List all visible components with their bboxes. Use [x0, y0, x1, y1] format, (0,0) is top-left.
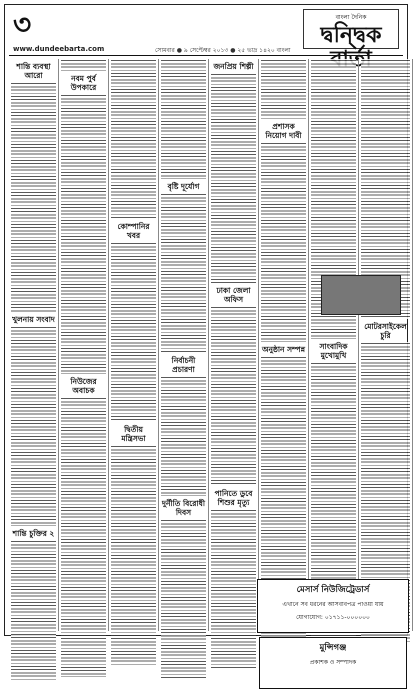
- article-text: [111, 59, 156, 219]
- ad-line: যোগাযোগ: ০১৭১১-০০০০০০: [296, 614, 370, 621]
- imprint-line: প্রকাশক ও সম্পাদক: [309, 659, 357, 666]
- column-7: [309, 59, 359, 631]
- column-headline: বৃষ্টি দূর্যোগ: [167, 182, 200, 191]
- column-headline: নবম পুর্ব উপকারে: [70, 74, 97, 92]
- column-4: [159, 59, 209, 631]
- column-headline: নির্বাচনী প্রচারণা: [171, 356, 196, 374]
- article-text: [161, 519, 206, 679]
- imprint-title: মুন্সিগঞ্জ: [319, 643, 347, 653]
- column-headline: দুর্নীতি বিরোধী দিবস: [162, 499, 205, 517]
- column-5: [209, 59, 259, 631]
- column-2: [59, 59, 109, 631]
- article-text: [11, 540, 56, 680]
- column-1: [9, 59, 59, 631]
- column-6: [259, 59, 309, 631]
- column-headline: শান্তি ব্যবস্থা আরো: [16, 62, 51, 80]
- website-label[interactable]: www.dundeebarta.com: [13, 45, 105, 53]
- article-text: [261, 59, 306, 119]
- column-3: [109, 59, 159, 631]
- newspaper-page: [4, 4, 408, 666]
- dateline: সোমবার ● ৯ সেপ্টেম্বর ২০১৩ ● ২৫ ভাদ্র ১৪২০ বাংলা: [155, 47, 291, 54]
- article-text: [211, 306, 256, 486]
- article-text: [161, 193, 206, 353]
- column-headline: খুলনায় সংবাদ: [12, 315, 55, 324]
- column-headline: অনুষ্ঠান সম্পন্ন: [261, 345, 306, 354]
- article-text: [61, 397, 106, 677]
- article-text: [211, 73, 256, 283]
- column-headline: সাংবাদিক মুখোমুখি: [319, 342, 348, 360]
- article-text: [161, 59, 206, 179]
- article-text: [161, 376, 206, 496]
- news-photo: [321, 275, 401, 315]
- ad-line: এখানে সব ধরনের আসবাবপত্র পাওয়া যায়: [282, 601, 384, 608]
- masthead-rule: [9, 55, 403, 56]
- column-headline: কোম্পানির খবর: [117, 222, 150, 240]
- article-text: [111, 445, 156, 665]
- column-headline: জনপ্রিয় শিল্পী: [213, 62, 254, 71]
- imprint-box: [259, 637, 407, 689]
- page-number: ৩: [13, 8, 32, 41]
- article-text: [61, 94, 106, 374]
- advertisement: [257, 579, 409, 633]
- column-headline: দ্বিতীয় মন্ত্রিসভা: [121, 425, 146, 443]
- column-headline: মোটরসাইকেল চুরি: [364, 322, 407, 340]
- article-text: [261, 142, 306, 342]
- article-text: [111, 242, 156, 422]
- ad-title: মেসার্স নিউজিট্রেডার্স: [296, 585, 370, 595]
- column-headline: পানিতে ডুবে শিশুর মৃত্যু: [214, 489, 253, 507]
- logo-tagline: বাংলা দৈনিক: [335, 14, 367, 21]
- article-text: [11, 326, 56, 526]
- article-text: [11, 82, 56, 312]
- article-text: [211, 509, 256, 669]
- column-headline: প্রশাসক নিয়োগ দাবী: [265, 122, 302, 140]
- article-text: [61, 59, 106, 71]
- article-columns: [9, 59, 407, 666]
- column-headline: নিউজের অবাচক: [70, 377, 97, 395]
- column-8: [359, 59, 413, 631]
- logo-name: দ্বন্দ্বিক: [320, 22, 382, 48]
- newspaper-logo: [303, 9, 399, 49]
- column-headline: শান্তি চুক্তির ২: [12, 529, 55, 538]
- column-headline: ঢাকা জেলা অফিস: [216, 286, 251, 304]
